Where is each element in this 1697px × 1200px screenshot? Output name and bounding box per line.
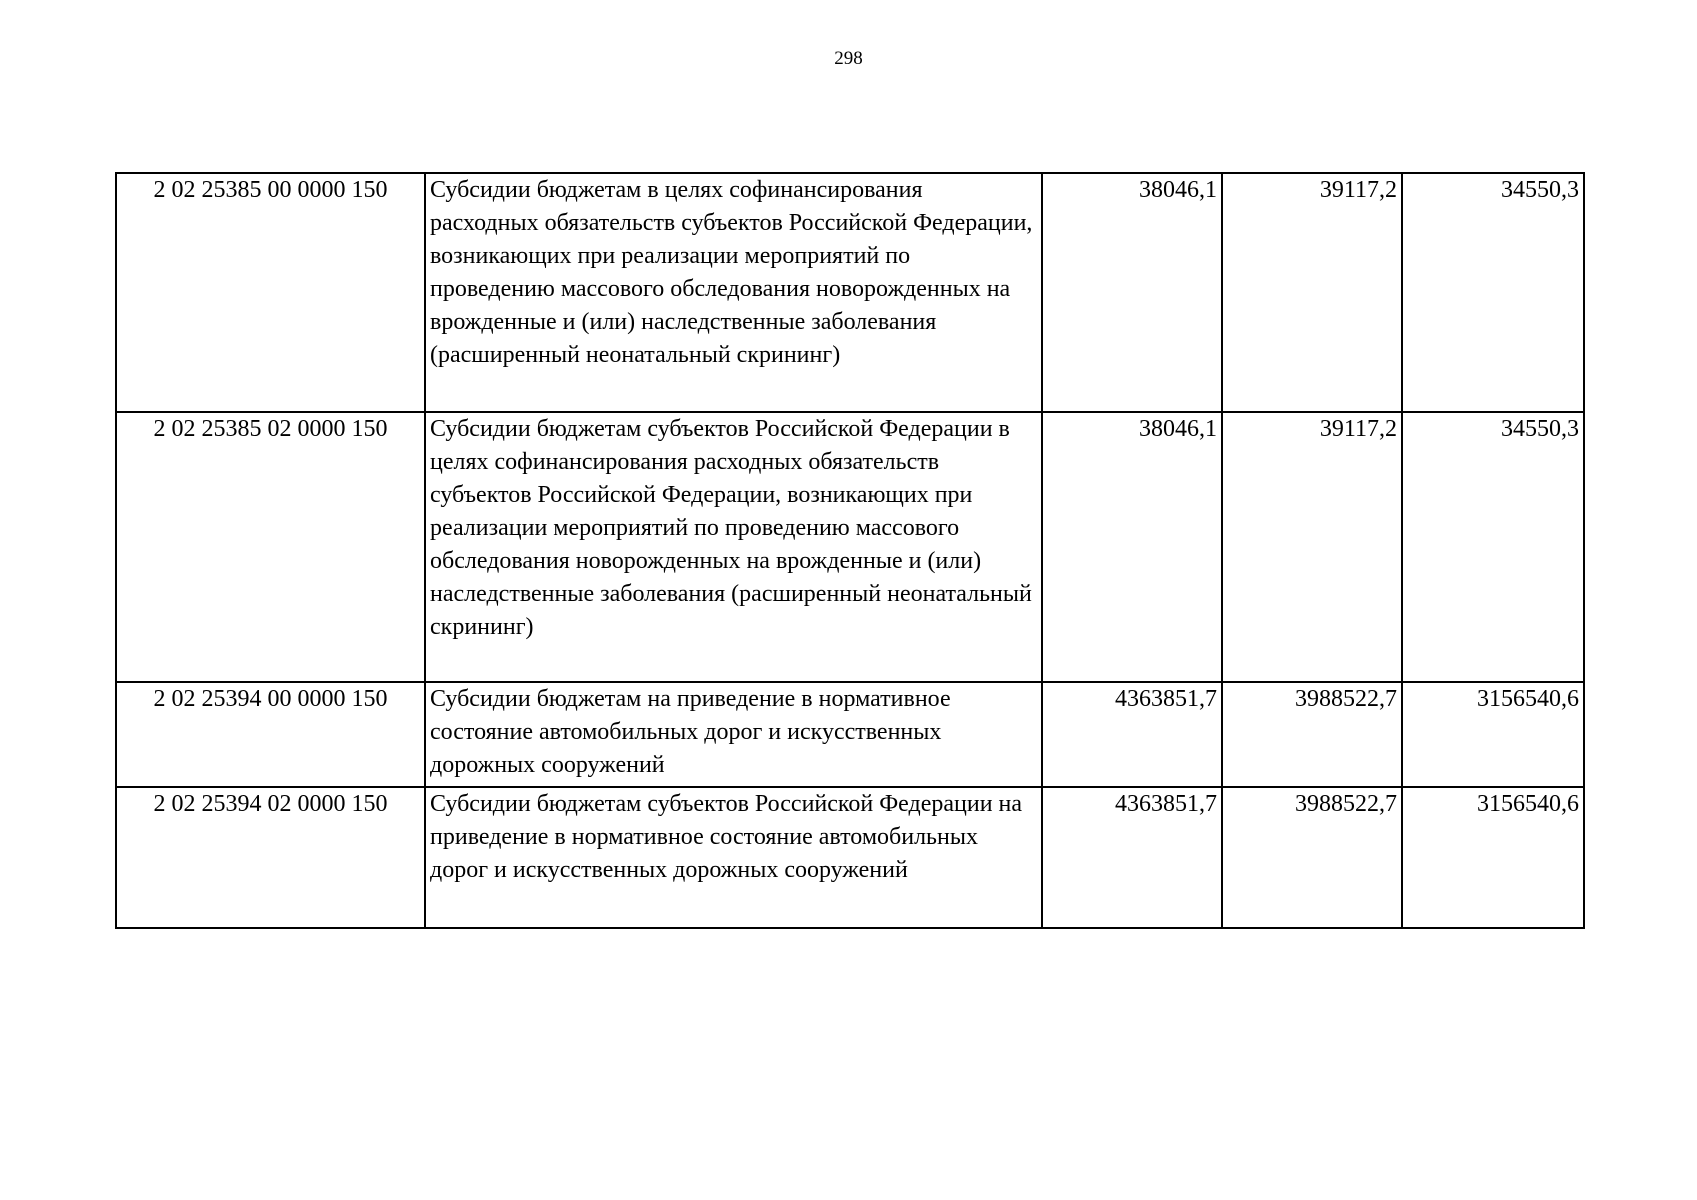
value-cell-year-2: 3988522,7 [1222, 682, 1402, 787]
value-cell-year-3: 34550,3 [1402, 412, 1584, 682]
budget-code-cell: 2 02 25385 02 0000 150 [116, 412, 425, 682]
value-cell-year-1: 38046,1 [1042, 412, 1222, 682]
value-cell-year-3: 34550,3 [1402, 173, 1584, 412]
value-cell-year-2: 3988522,7 [1222, 787, 1402, 928]
value-cell-year-1: 38046,1 [1042, 173, 1222, 412]
budget-code-cell: 2 02 25385 00 0000 150 [116, 173, 425, 412]
table-row [116, 787, 1584, 928]
description-cell: Субсидии бюджетам на приведение в нормативное состояние автомобильных дорог и искусственных дорожных сооружений [425, 682, 1042, 787]
table-row [116, 173, 1584, 412]
description-cell: Субсидии бюджетам в целях софинансирования расходных обязательств субъектов Российской Федерации, возникающих при реализации мероприятий по проведению массового обследования новорожденных на врожденные и (или) наследственные заболевания (расширенный неонатальный скрининг) [425, 173, 1042, 412]
value-cell-year-2: 39117,2 [1222, 173, 1402, 412]
budget-code-cell: 2 02 25394 00 0000 150 [116, 682, 425, 787]
description-cell: Субсидии бюджетам субъектов Российской Федерации на приведение в нормативное состояние автомобильных дорог и искусственных дорожных сооружений [425, 787, 1042, 928]
value-cell-year-3: 3156540,6 [1402, 787, 1584, 928]
value-cell-year-3: 3156540,6 [1402, 682, 1584, 787]
page-number: 298 [834, 48, 863, 69]
budget-table [115, 172, 1585, 929]
table-row [116, 412, 1584, 682]
value-cell-year-1: 4363851,7 [1042, 682, 1222, 787]
table-row [116, 682, 1584, 787]
description-cell: Субсидии бюджетам субъектов Российской Федерации в целях софинансирования расходных обязательств субъектов Российской Федерации, возникающих при реализации мероприятий по проведению массового обследования новорожденных на врожденные и (или) наследственные заболевания (расширенный неонатальный скрининг) [425, 412, 1042, 682]
value-cell-year-2: 39117,2 [1222, 412, 1402, 682]
budget-code-cell: 2 02 25394 02 0000 150 [116, 787, 425, 928]
value-cell-year-1: 4363851,7 [1042, 787, 1222, 928]
